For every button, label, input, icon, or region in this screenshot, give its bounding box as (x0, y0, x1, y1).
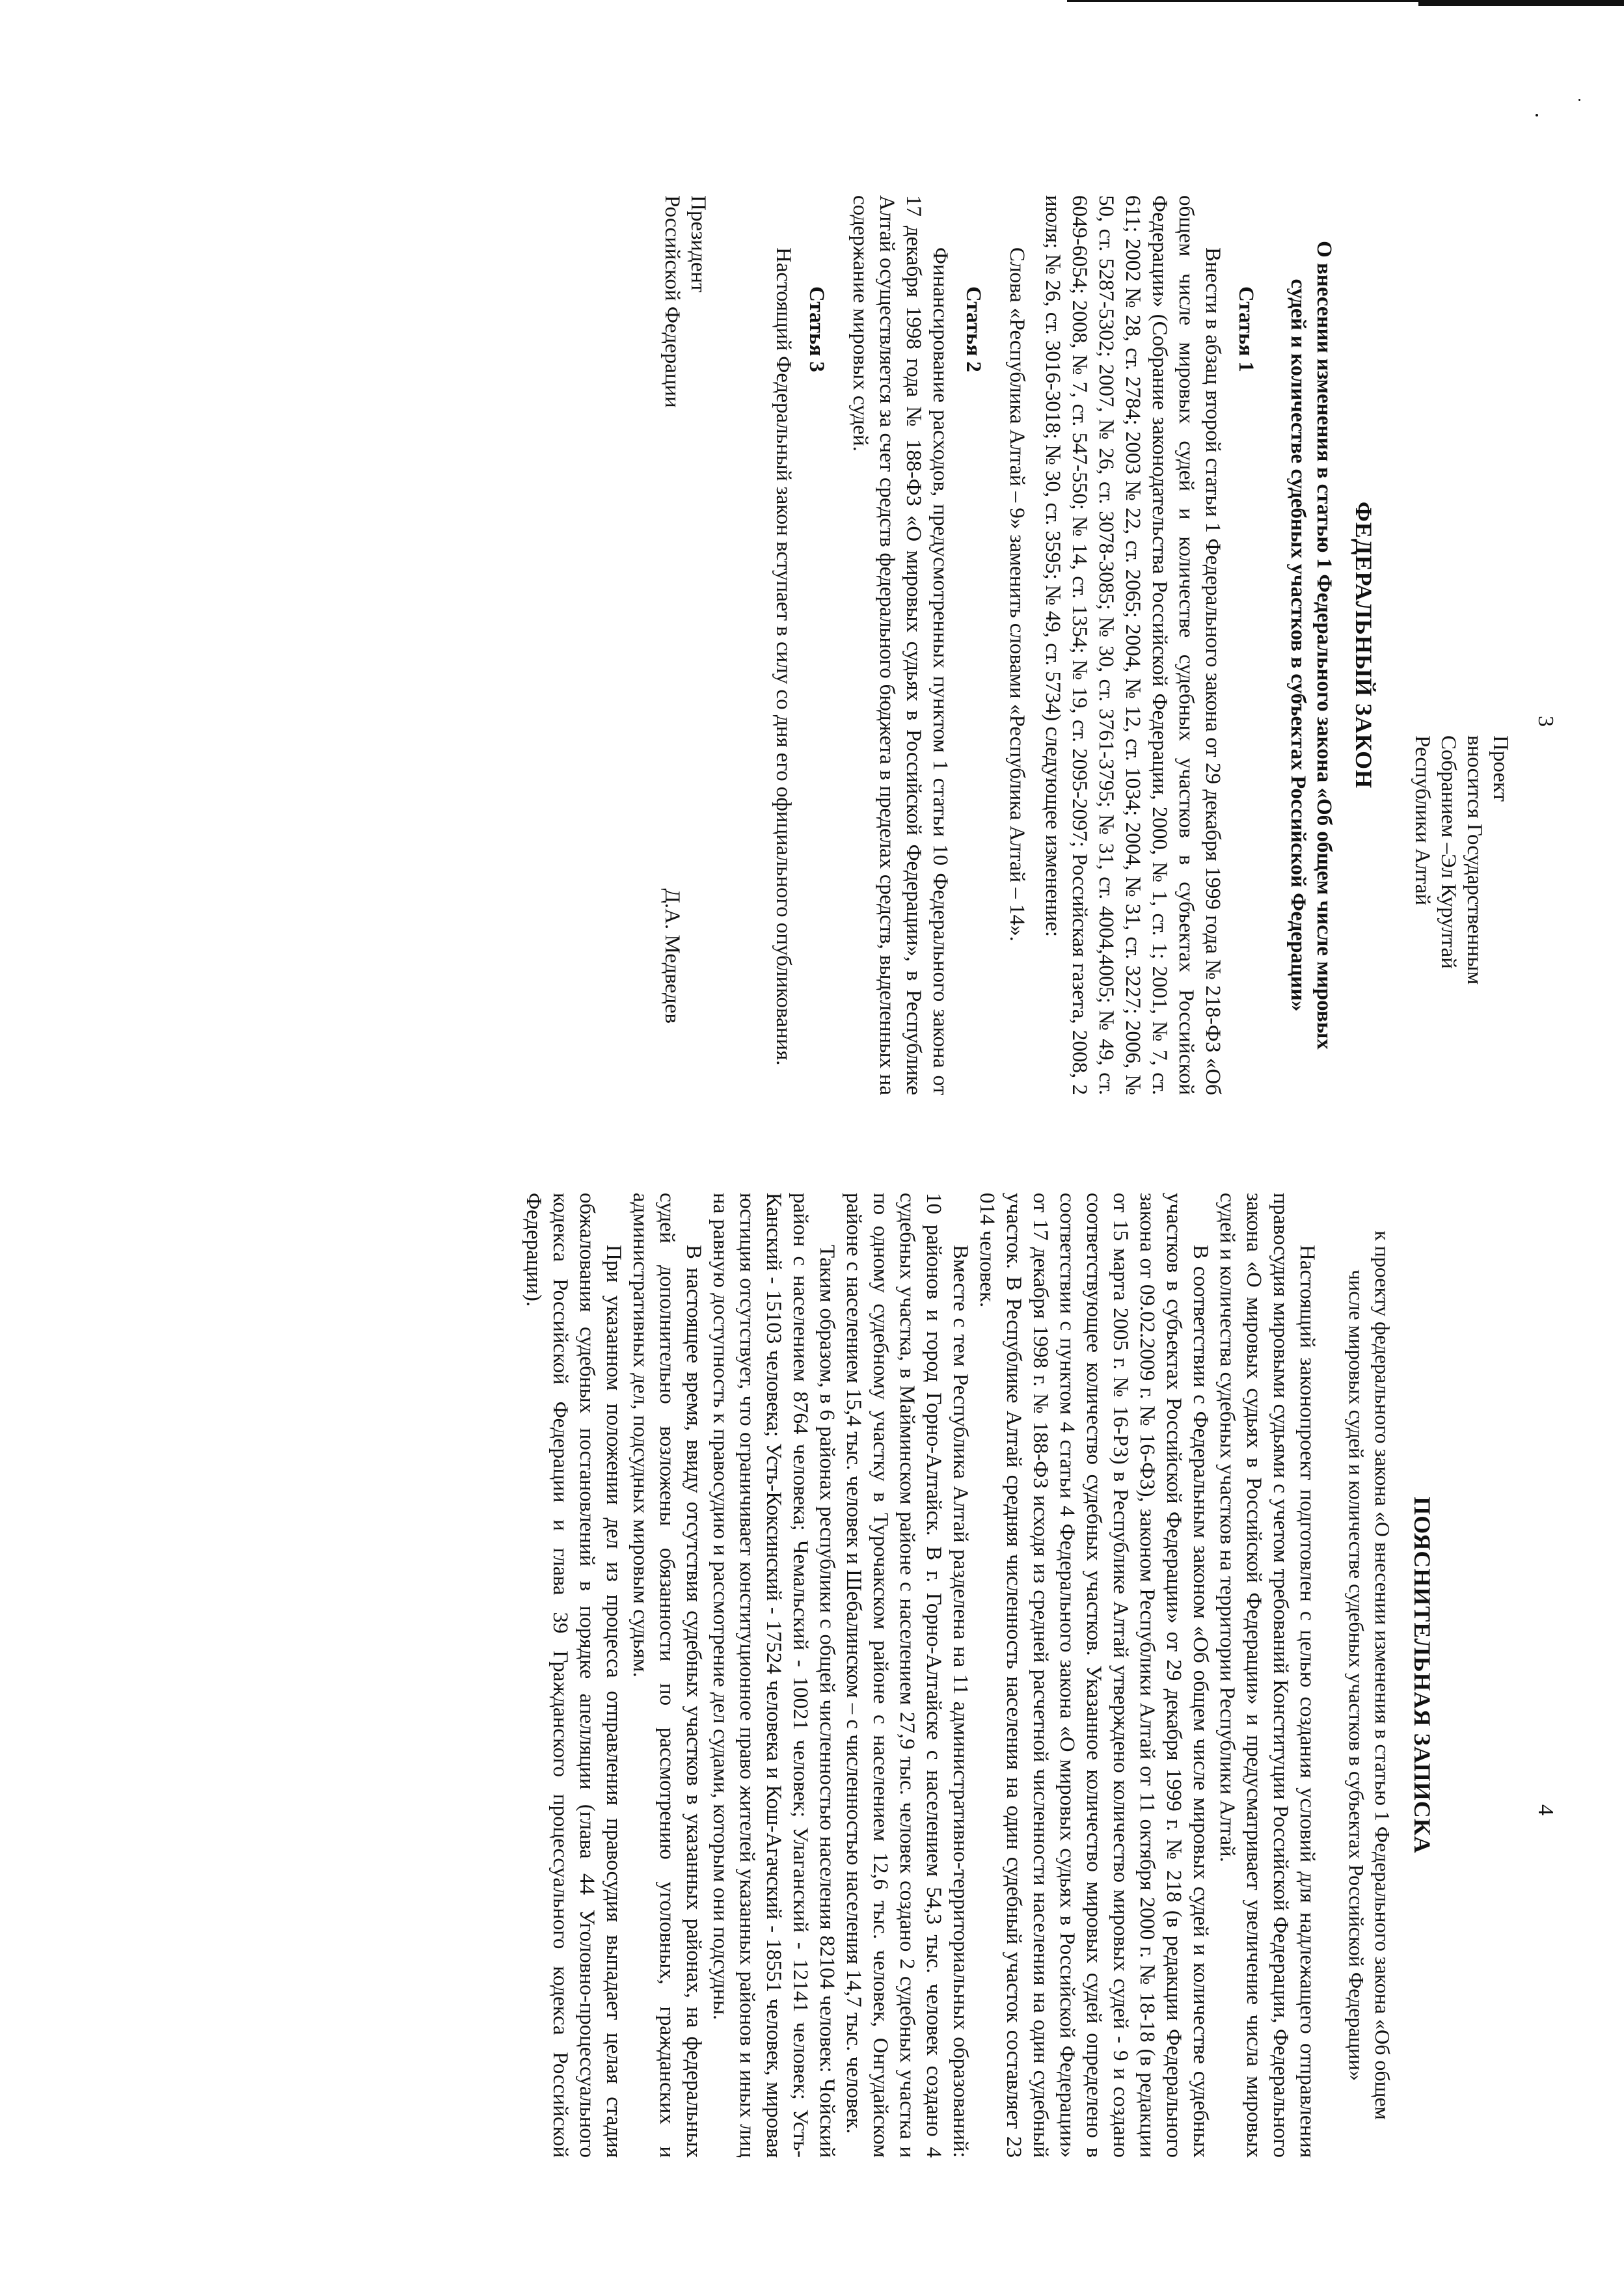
signatory-title: Президент (686, 195, 710, 293)
article-1-heading: Статья 1 (1234, 286, 1258, 372)
draft-note (1409, 735, 1513, 1095)
article-3-heading: Статья 3 (805, 286, 828, 372)
explanatory-note-page (0, 1141, 1624, 2281)
signatory-name: Д.А. Медведев (660, 888, 684, 1024)
signature-block (653, 195, 711, 1095)
draft-line: вносится Государственным (1463, 735, 1486, 985)
note-subtitle: к проекту федерального закона «О внесении изменения в статью 1 Федерального закона «Об общем числе мировых судей и количестве судебных участков в субъектах Российской Федерации» (1345, 1230, 1394, 2120)
note-paragraph: Вместе с тем Республика Алтай разделена на 11 административно-территориальных образований: 10 районов и город Горно-Алтайск. В г. Горно-Алтайске с населением 54,3 тыс. человек создано 4 судебных участка, в Майминском районе с населением 27,9 тыс. человек создано 2 судебных участка и по одному судебному участку в Турочакском районе с населением 12,6 тыс. человек, Онгудайском районе с населением 15,4 тыс. человек и Шебалинском – с численностью населения 14,7 тыс. человек. (842, 1193, 972, 2158)
page-number: 3 (1534, 716, 1558, 727)
draft-line: Проект (1489, 735, 1512, 802)
article-3-text: Настоящий Федеральный закон вступает в силу со дня его официального опубликования. (772, 247, 795, 1066)
note-title: ПОЯСНИТЕЛЬНАЯ ЗАПИСКА (1409, 1497, 1435, 1854)
draft-line: Республики Алтай (1411, 735, 1434, 906)
draft-line: Собранием –Эл Курултай (1437, 735, 1460, 969)
signatory-title-2: Российской Федерации (660, 195, 684, 408)
note-paragraph: В соответствии с Федеральным законом «Об общем числе мировых судей и количестве судебных участков в субъектах Российской Федерации» от 29 декабря 1999 г. № 218 (в редакции Федерального закона от 09.02.2009 г. № 16-ФЗ), законом Республики Алтай от 11 октября 2000 г. № 18-18 (в редакции от 15 марта 2005 г. № 16-РЗ) в Республике Алтай утверждено количество мировых судей - 9 и создано соответствующее количество судебных участков. Указанное количество мировых судей определено в соответствии с пунктом 4 статьи 4 Федерального закона «О мировых судьях в Российской Федерации» от 17 декабря 1998 г. № 188-ФЗ исходя из средней расчетной численности населения на один судебный участок. В Республике Алтай средняя численность населения на один судебный участок составляет 23 014 человек. (975, 1193, 1212, 2158)
note-paragraph: Настоящий законопроект подготовлен с целью создания условий для надлежащего отправления правосудия мировыми судьями с учетом требований Конституции Российской Федерации, Федерального закона «О мировых судьях в Российской Федерации» и предусматривает увеличение числа мировых судей и количества судебных участков на территории Республики Алтай. (1215, 1193, 1319, 2158)
article-1-change: Слова «Республика Алтай – 9» заменить словами «Республика Алтай – 14». (1005, 247, 1029, 942)
article-2-heading: Статья 2 (962, 286, 985, 372)
note-paragraph: В настоящее время, ввиду отсутствия судебных участков в указанных районах, на федеральных судей дополнительно возложены обязанности по рассмотрению уголовных, гражданских и административных дел, подсудных мировым судьям. (629, 1193, 705, 2158)
law-subtitle: О внесении изменения в статью 1 Федерального закона «Об общем числе мировых судей и количестве судебных участков в субъектах Российской Федерации» (1286, 241, 1336, 1050)
note-paragraph: При указанном положении дел из процесса отправления правосудия выпадает целая стадия обжалования судебных постановлений в порядке апелляции (глава 44 Уголовно-процессуального кодекса Российской Федерации и глава 39 Гражданского процессуального кодекса Российской Федерации). (522, 1193, 625, 2158)
article-2-text: Финансирование расходов, предусмотренных пунктом 1 статьи 10 Федерального закона от 17 декабря 1998 года № 188-ФЗ «О мировых судьях в Российской Федерации», в Республике Алтай осуществляется за счет средств федерального бюджета в пределах средств, выделенных на содержание мировых судей. (848, 195, 952, 1095)
article-1-text: Внести в абзац второй статьи 1 Федерального закона от 29 декабря 1999 года № 218-ФЗ «Об общем числе мировых судей и количестве судебных участков в субъектах Российской Федерации» (Собрание законодательства Российской Федерации, 2000, № 1, ст. 1; 2001, № 7, ст. 611; 2002 № 28, ст. 2784; 2003 № 22, ст. 2065; 2004, № 12, ст. 1034; 2004, № 31, ст. 3227; 2006, № 50, ст. 5287-5302; 2007, № 26, ст. 3078-3085; № 30, ст. 3761-3795; № 31, ст. 4004,4005; № 49, ст. 6049-6054; 2008, № 7, ст. 547-550; № 14, ст. 1354; № 19, ст. 2095-2097; Российская газета, 2008, 2 июля; № 26, ст. 3016-3018; № 30, ст. 3595; № 49, ст. 5734) следующее изменение: (1041, 195, 1225, 1095)
note-paragraph: Таким образом, в 6 районах республики с общей численностью населения 82104 человек: Чойский район с населением 8764 человека; Чемальский - 10021 человек; Улаганский - 12141 человек; Усть-Канский - 15103 человека; Усть-Коксинский - 17524 человека и Кош-Агачский - 18551 человек, мировая юстиция отсутствует, что ограничивает конституционное право жителей указанных районов и иных лиц на равную доступность к правосудию и рассмотрение дел судами, которым они подсудны. (709, 1193, 839, 2158)
law-title: ФЕДЕРАЛЬНЫЙ ЗАКОН (1351, 501, 1377, 789)
page-number: 4 (1534, 1804, 1558, 1815)
